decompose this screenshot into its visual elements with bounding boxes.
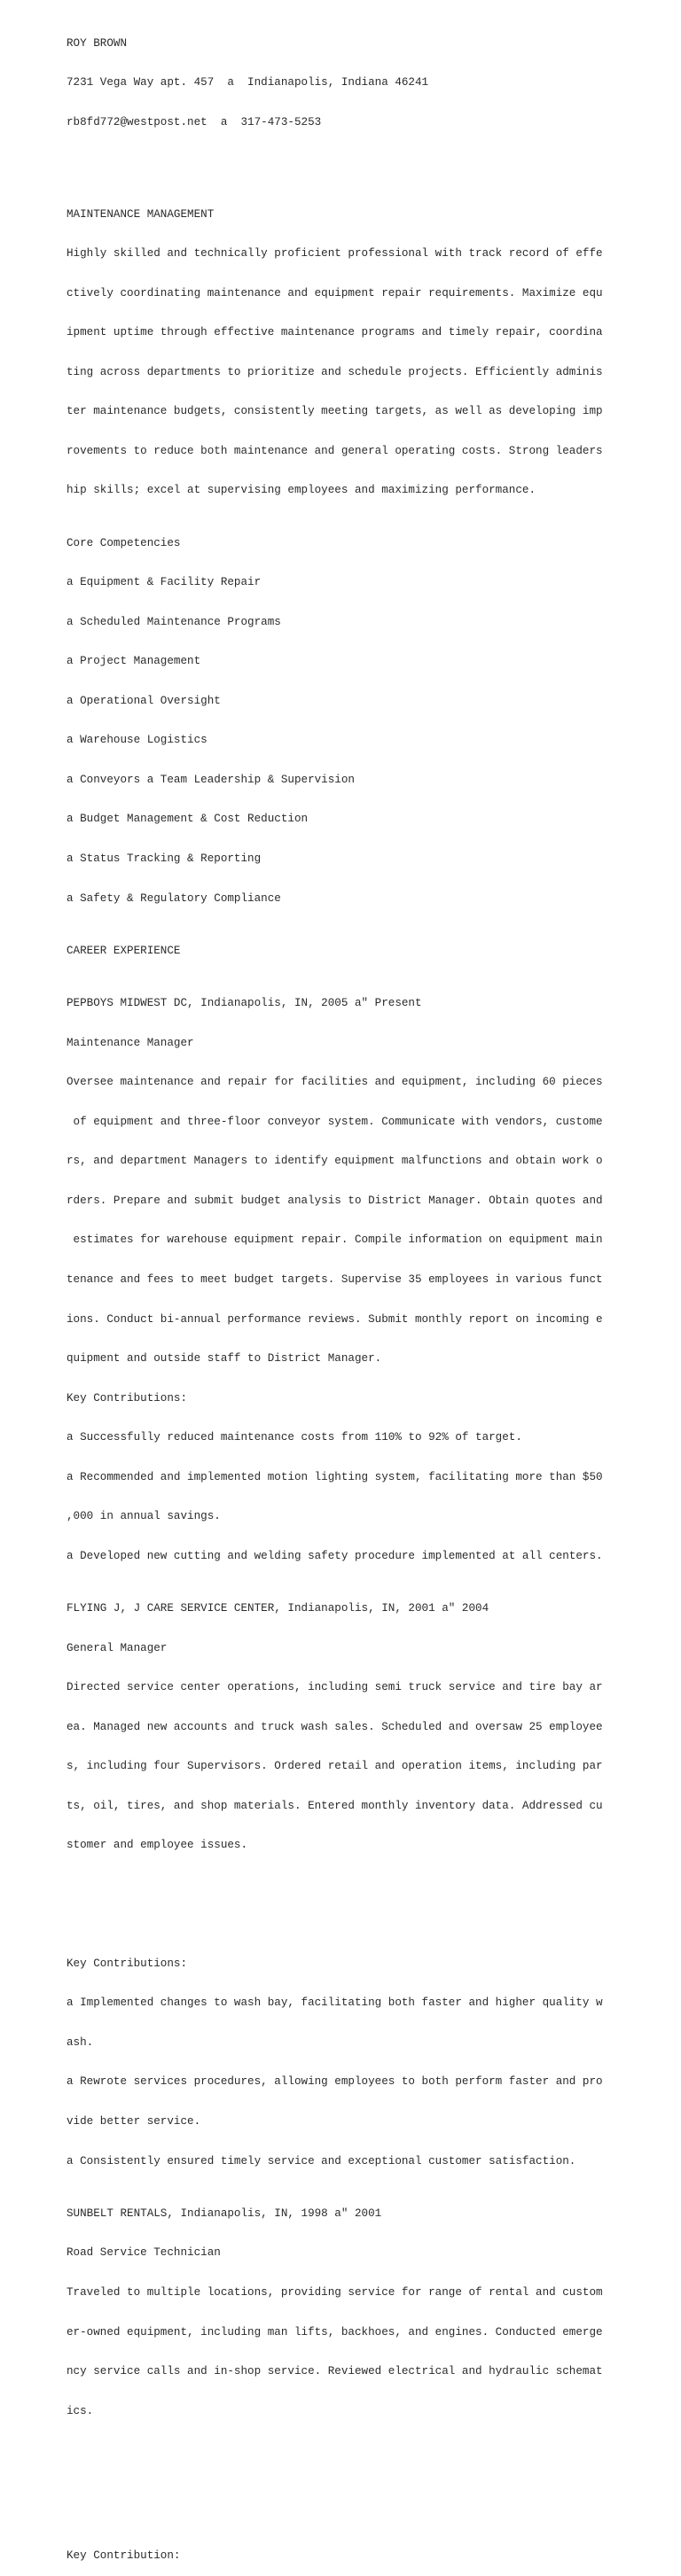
job-description-line: ea. Managed new accounts and truck wash sales. Scheduled and oversaw 25 employee	[67, 1720, 603, 1733]
blank-line	[67, 155, 607, 168]
summary-line: hip skills; excel at supervising employees and maximizing performance.	[67, 484, 536, 497]
competency-item: a Project Management	[67, 655, 201, 668]
blank-space	[67, 1879, 607, 1931]
contribution-line: a Developed new cutting and welding safety procedure implemented at all centers.	[67, 1549, 603, 1562]
job-description-line: ncy service calls and in-shop service. Reviewed electrical and hydraulic schemat	[67, 2365, 603, 2378]
job-description-line: Oversee maintenance and repair for facilities and equipment, including 60 pieces	[67, 1076, 603, 1089]
job-employer: SUNBELT RENTALS, Indianapolis, IN, 1998 a" 2001	[67, 2206, 382, 2220]
contributions-heading: Key Contributions:	[67, 1391, 188, 1405]
job-description-line: estimates for warehouse equipment repair. Compile information on equipment main	[67, 1234, 603, 1247]
job-description-line: ions. Conduct bi-annual performance reviews. Submit monthly report on incoming e	[67, 1312, 603, 1326]
summary-line: ipment uptime through effective maintenance programs and timely repair, coordina	[67, 326, 603, 339]
resume-document	[67, 11, 607, 2576]
contribution-line: ash.	[67, 2035, 94, 2049]
job-description-line: stomer and employee issues.	[67, 1839, 248, 1852]
job-employer: FLYING J, J CARE SERVICE CENTER, Indianapolis, IN, 2001 a" 2004	[67, 1602, 489, 1615]
contribution-line: vide better service.	[67, 2115, 201, 2129]
job-description-line: rders. Prepare and submit budget analysis to District Manager. Obtain quotes and	[67, 1194, 603, 1207]
job-description-line: Traveled to multiple locations, providing service for range of rental and custom	[67, 2285, 603, 2299]
job-description-line: er-owned equipment, including man lifts, backhoes, and engines. Conducted emerge	[67, 2325, 603, 2339]
contribution-line: a Consistently ensured timely service and exceptional customer satisfaction.	[67, 2154, 576, 2167]
contribution-line: ,000 in annual savings.	[67, 1510, 221, 1523]
job-description-line: ics.	[67, 2404, 94, 2417]
job-title: Maintenance Manager	[67, 1036, 194, 1049]
candidate-address: 7231 Vega Way apt. 457 a Indianapolis, Indiana 46241	[67, 76, 429, 89]
competency-item: a Warehouse Logistics	[67, 734, 207, 747]
competency-item: a Equipment & Facility Repair	[67, 576, 262, 589]
competency-item: a Safety & Regulatory Compliance	[67, 891, 281, 905]
job-description-line: quipment and outside staff to District Manager.	[67, 1352, 382, 1366]
job-title: Road Service Technician	[67, 2246, 221, 2260]
summary-heading: MAINTENANCE MANAGEMENT	[67, 207, 215, 221]
contributions-heading: Key Contributions:	[67, 1957, 188, 1970]
contribution-line: a Recommended and implemented motion lighting system, facilitating more than $50	[67, 1470, 603, 1483]
job-description-line: Directed service center operations, including semi truck service and tire bay ar	[67, 1681, 603, 1694]
competency-item: a Budget Management & Cost Reduction	[67, 813, 309, 826]
contribution-line: a Successfully reduced maintenance costs from 110% to 92% of target.	[67, 1431, 522, 1444]
competency-item: a Conveyors a Team Leadership & Supervision	[67, 773, 355, 786]
job-description-line: ts, oil, tires, and shop materials. Entered monthly inventory data. Addressed cu	[67, 1799, 603, 1812]
candidate-contact: rb8fd772@westpost.net a 317-473-5253	[67, 115, 322, 128]
summary-line: ctively coordinating maintenance and equipment repair requirements. Maximize equ	[67, 286, 603, 300]
competency-item: a Scheduled Maintenance Programs	[67, 615, 281, 628]
job-description-line: rs, and department Managers to identify equipment malfunctions and obtain work o	[67, 1155, 603, 1168]
job-description-line: of equipment and three-floor conveyor system. Communicate with vendors, custome	[67, 1115, 603, 1128]
contribution-line: a Implemented changes to wash bay, facilitating both faster and higher quality w	[67, 1996, 603, 2010]
career-heading: CAREER EXPERIENCE	[67, 944, 181, 957]
blank-space	[67, 2444, 607, 2523]
summary-line: Highly skilled and technically proficient professional with track record of effe	[67, 247, 603, 261]
competencies-heading: Core Competencies	[67, 536, 181, 549]
contributions-heading: Key Contribution:	[67, 2549, 181, 2562]
job-employer: PEPBOYS MIDWEST DC, Indianapolis, IN, 2005 a" Present	[67, 997, 422, 1010]
summary-line: ting across departments to prioritize and schedule projects. Efficiently adminis	[67, 365, 603, 378]
candidate-name: ROY BROWN	[67, 36, 128, 50]
job-title: General Manager	[67, 1641, 168, 1654]
competency-item: a Status Tracking & Reporting	[67, 852, 262, 865]
job-description-line: tenance and fees to meet budget targets. Supervise 35 employees in various funct	[67, 1273, 603, 1286]
summary-line: rovements to reduce both maintenance and general operating costs. Strong leaders	[67, 444, 603, 457]
summary-line: ter maintenance budgets, consistently meeting targets, as well as developing imp	[67, 405, 603, 418]
job-description-line: s, including four Supervisors. Ordered retail and operation items, including par	[67, 1760, 603, 1773]
contribution-line: a Rewrote services procedures, allowing employees to both perform faster and pro	[67, 2075, 603, 2089]
competency-item: a Operational Oversight	[67, 694, 221, 707]
